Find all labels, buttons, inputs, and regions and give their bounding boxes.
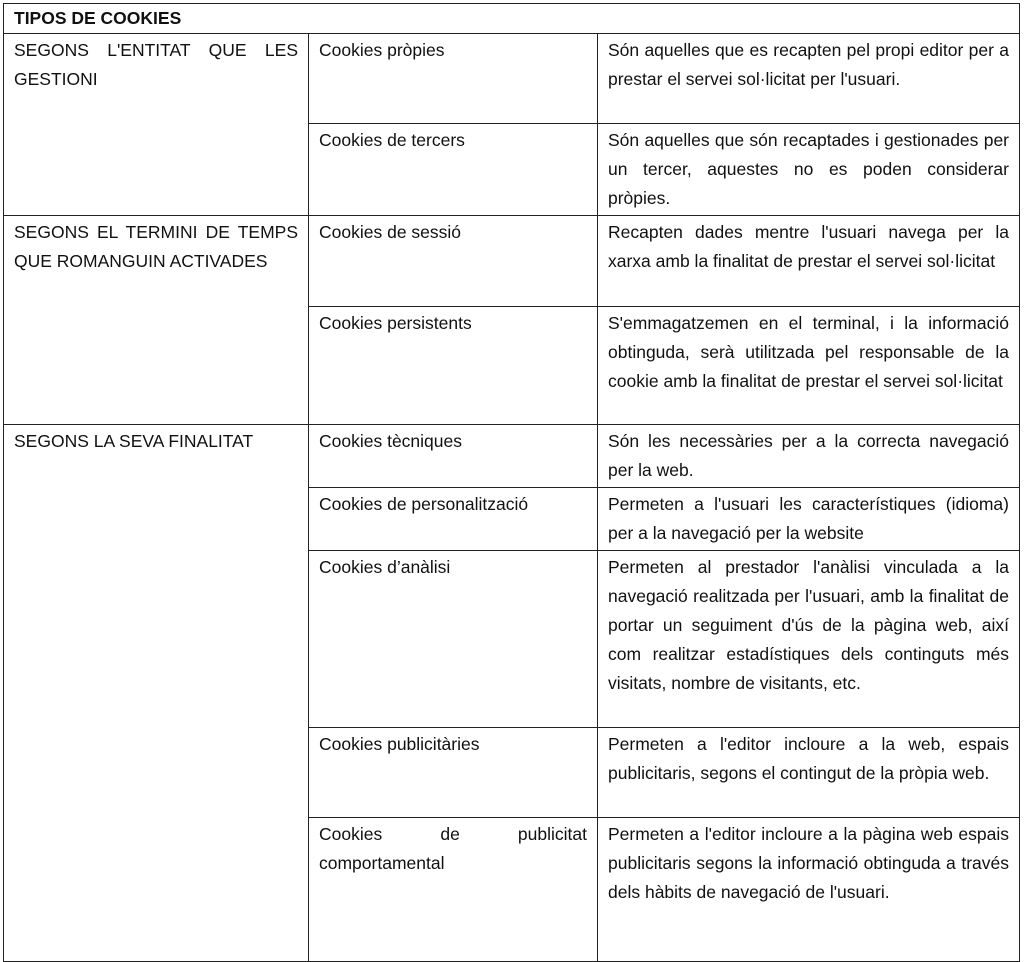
- cookie-description-cell: Són les necessàries per a la correcta navegació per la web.: [598, 425, 1020, 488]
- cookie-description-cell: Són aquelles que són recaptades i gestionades per un tercer, aquestes no es poden considerar pròpies.: [598, 124, 1020, 216]
- cookie-type-cell: Cookies de publicitat comportamental: [309, 818, 598, 962]
- cookie-type-cell: Cookies de personalització: [309, 488, 598, 551]
- cookie-description-cell: Permeten a l'editor incloure a la web, espais publicitaris, segons el contingut de la pròpia web.: [598, 728, 1020, 818]
- cookie-type-cell: Cookies de sessió: [309, 216, 598, 307]
- category-cell: SEGONS LA SEVA FINALITAT: [4, 425, 309, 962]
- table-row: [4, 216, 1020, 307]
- cookie-description-cell: Són aquelles que es recapten pel propi editor per a prestar el servei sol·licitat per l'usuari.: [598, 34, 1020, 124]
- cookie-description-cell: Permeten a l'editor incloure a la pàgina web espais publicitaris segons la informació obtinguda a través dels hàbits de navegació de l'usuari.: [598, 818, 1020, 962]
- table-row: [4, 34, 1020, 124]
- table-row: [4, 425, 1020, 488]
- cookie-type-cell: Cookies tècniques: [309, 425, 598, 488]
- cookie-description-cell: Recapten dades mentre l'usuari navega per la xarxa amb la finalitat de prestar el servei sol·licitat: [598, 216, 1020, 307]
- category-cell: SEGONS L'ENTITAT QUE LES GESTIONI: [4, 34, 309, 216]
- category-cell: SEGONS EL TERMINI DE TEMPS QUE ROMANGUIN ACTIVADES: [4, 216, 309, 425]
- cookie-description-cell: S'emmagatzemen en el terminal, i la informació obtinguda, serà utilitzada pel responsable de la cookie amb la finalitat de prestar el servei sol·licitat: [598, 307, 1020, 425]
- table-title: TIPOS DE COOKIES: [4, 4, 1020, 34]
- cookie-type-cell: Cookies publicitàries: [309, 728, 598, 818]
- table-title-row: [4, 4, 1020, 34]
- cookies-types-table: [3, 3, 1020, 962]
- cookie-type-cell: Cookies d’anàlisi: [309, 551, 598, 728]
- cookie-type-cell: Cookies persistents: [309, 307, 598, 425]
- cookie-description-cell: Permeten al prestador l'anàlisi vinculada a la navegació realitzada per l'usuari, amb la finalitat de portar un seguiment d'ús de la pàgina web, així com realitzar estadístiques dels continguts més visitats, nombre de visitants, etc.: [598, 551, 1020, 728]
- cookie-description-cell: Permeten a l'usuari les característiques (idioma) per a la navegació per la website: [598, 488, 1020, 551]
- cookie-type-cell: Cookies pròpies: [309, 34, 598, 124]
- cookie-type-cell: Cookies de tercers: [309, 124, 598, 216]
